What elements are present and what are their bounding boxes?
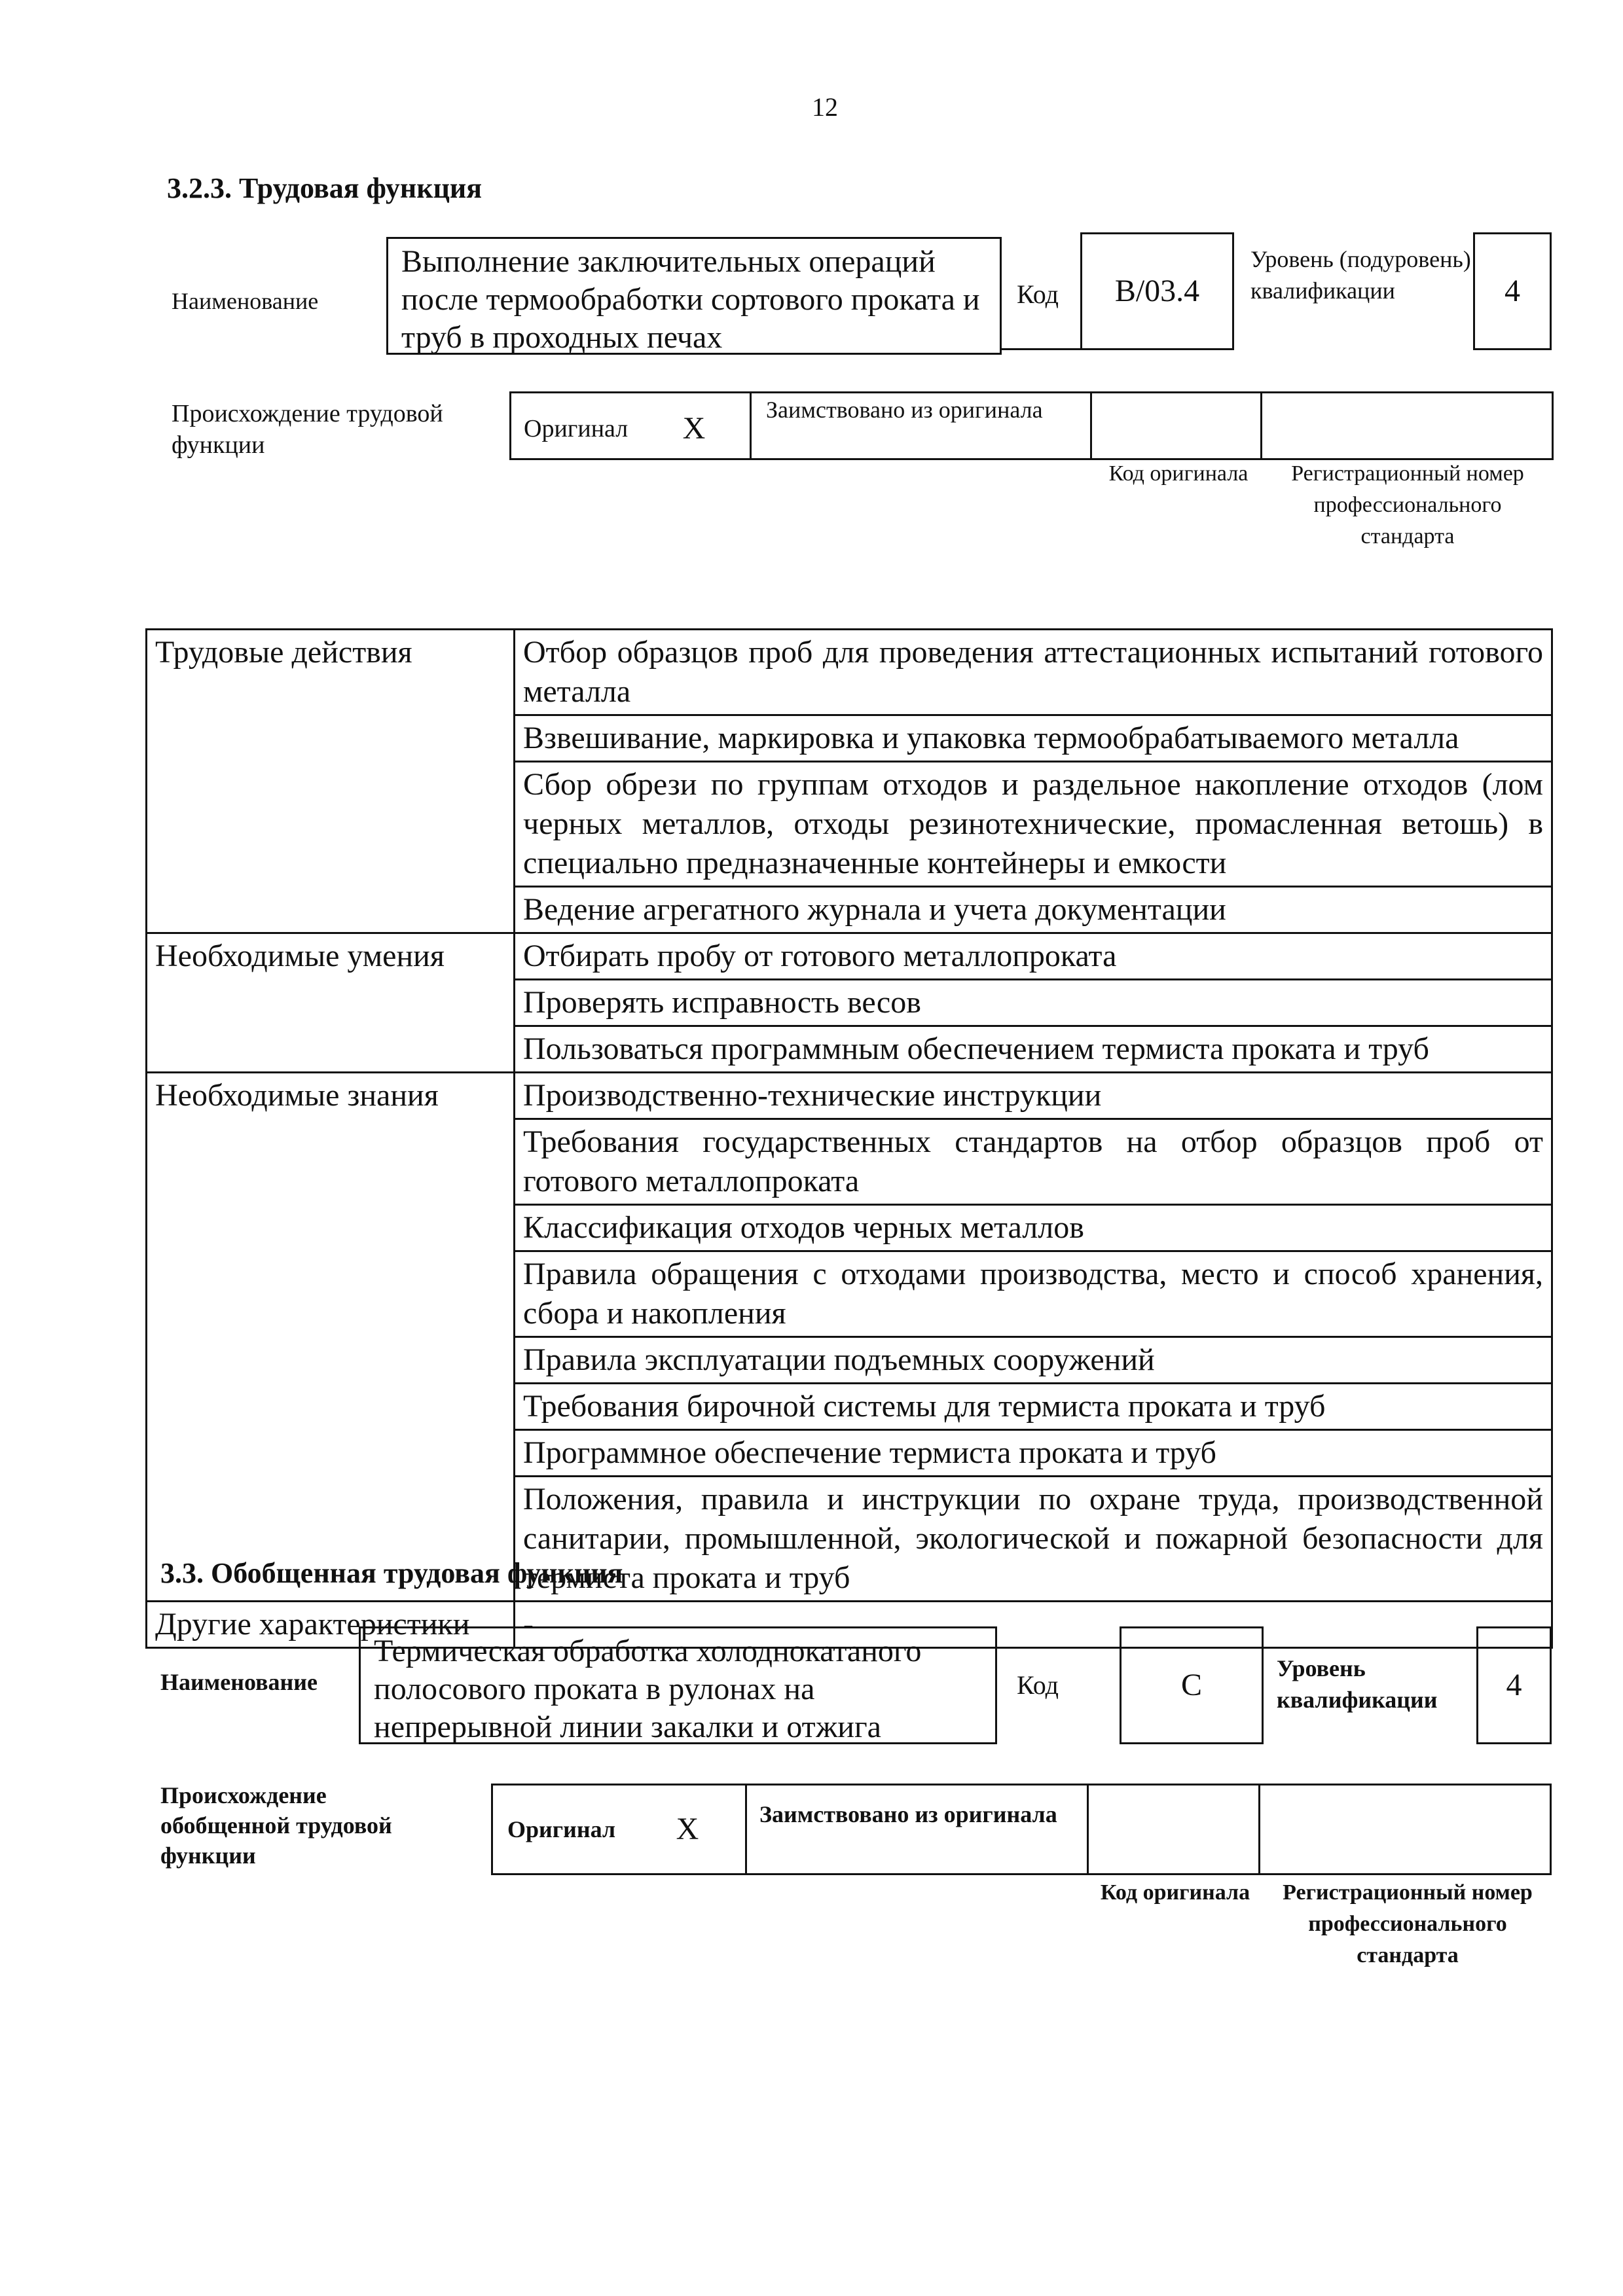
borrowed-label: Заимствовано из оригинала	[759, 1801, 1057, 1827]
table-cell: Правила обращения с отходами производства, место и способ хранения, сбора и накопления	[515, 1251, 1552, 1337]
origin-label: Происхождение обобщенной трудовой функции	[160, 1782, 392, 1869]
borrowed-label: Заимствовано из оригинала	[766, 397, 1043, 423]
original-mark: X	[682, 411, 706, 446]
reg-number-caption: Регистрационный номер профессионального стандарта	[1291, 461, 1524, 548]
divider	[750, 391, 752, 460]
code-label: Код	[1017, 279, 1059, 309]
divider	[1090, 391, 1092, 460]
divider	[745, 1784, 747, 1875]
table-cell: Требования бирочной системы для термиста проката и труб	[515, 1384, 1552, 1430]
reg-number-caption: Регистрационный номер профессионального стандарта	[1283, 1880, 1533, 1967]
level-field	[1473, 232, 1552, 350]
level-field	[1476, 1626, 1552, 1744]
original-label: Оригинал	[507, 1816, 616, 1842]
code-label: Код	[1017, 1670, 1059, 1700]
labor-function-table	[145, 628, 1553, 1649]
table-cell: Программное обеспечение термиста проката и труб	[515, 1430, 1552, 1477]
table-cell: Требования государственных стандартов на отбор образцов проб от готового металлопроката	[515, 1119, 1552, 1205]
section-heading: 3.3. Обобщенная трудовая функция	[160, 1557, 623, 1589]
table-cell: Сбор обрези по группам отходов и раздельное накопление отходов (лом черных металлов, отходы резинотехнические, промасленная ветошь) в специально предназначенные контейнеры и емкости	[515, 762, 1552, 887]
name-value: Термическая обработка холоднокатаного полосового проката в рулонах на непрерывной линии закалки и отжига	[374, 1634, 922, 1744]
origin-label: Происхождение трудовой функции	[172, 400, 443, 459]
level-value: 4	[1506, 1668, 1522, 1702]
code-field	[1120, 1626, 1264, 1744]
table-cell: Пользоваться программным обеспечением термиста проката и труб	[515, 1026, 1552, 1073]
table-cell: Отбирать пробу от готового металлопроката	[515, 933, 1552, 980]
divider	[1260, 391, 1262, 460]
page-number: 12	[812, 92, 838, 122]
code-field	[1080, 232, 1234, 350]
level-value: 4	[1504, 274, 1520, 308]
name-field	[386, 237, 1002, 355]
table-row	[147, 933, 1552, 980]
table-cell: Взвешивание, маркировка и упаковка термообрабатываемого металла	[515, 715, 1552, 762]
level-label: Уровень (подуровень) квалификации	[1250, 246, 1471, 304]
original-label: Оригинал	[524, 415, 629, 442]
category-cell: Необходимые знания	[147, 1073, 515, 1602]
name-label: Наименование	[160, 1669, 318, 1695]
section-heading: 3.2.3. Трудовая функция	[167, 172, 483, 204]
table-cell: Производственно-технические инструкции	[515, 1073, 1552, 1119]
divider	[1087, 1784, 1089, 1875]
table-cell: Правила эксплуатации подъемных сооружений	[515, 1337, 1552, 1384]
category-cell: Другие характеристики	[147, 1602, 515, 1648]
level-label: Уровень квалификации	[1277, 1655, 1438, 1713]
category-cell: Трудовые действия	[147, 630, 515, 933]
table-cell: Отбор образцов проб для проведения аттестационных испытаний готового металла	[515, 630, 1552, 715]
original-mark: X	[676, 1812, 699, 1846]
category-cell: Необходимые умения	[147, 933, 515, 1073]
code-value: B/03.4	[1114, 274, 1200, 308]
name-label: Наименование	[172, 288, 319, 314]
table-cell: Проверять исправность весов	[515, 980, 1552, 1026]
name-value: Выполнение заключительных операций после термообработки сортового проката и труб в проходных печах	[401, 244, 980, 355]
name-field	[359, 1626, 997, 1744]
code-value: C	[1180, 1668, 1202, 1702]
code-original-caption: Код оригинала	[1108, 461, 1249, 486]
table-row	[147, 1073, 1552, 1119]
table-cell: Положения, правила и инструкции по охране труда, производственной санитарии, промышленной, экологической и пожарной безопасности для термиста проката и труб	[515, 1477, 1552, 1602]
divider	[1258, 1784, 1260, 1875]
table-cell: Классификация отходов черных металлов	[515, 1205, 1552, 1251]
table-cell: Ведение агрегатного журнала и учета документации	[515, 887, 1552, 933]
table-cell: -	[515, 1602, 1552, 1648]
table-row	[147, 630, 1552, 715]
code-original-caption: Код оригинала	[1100, 1880, 1250, 1905]
